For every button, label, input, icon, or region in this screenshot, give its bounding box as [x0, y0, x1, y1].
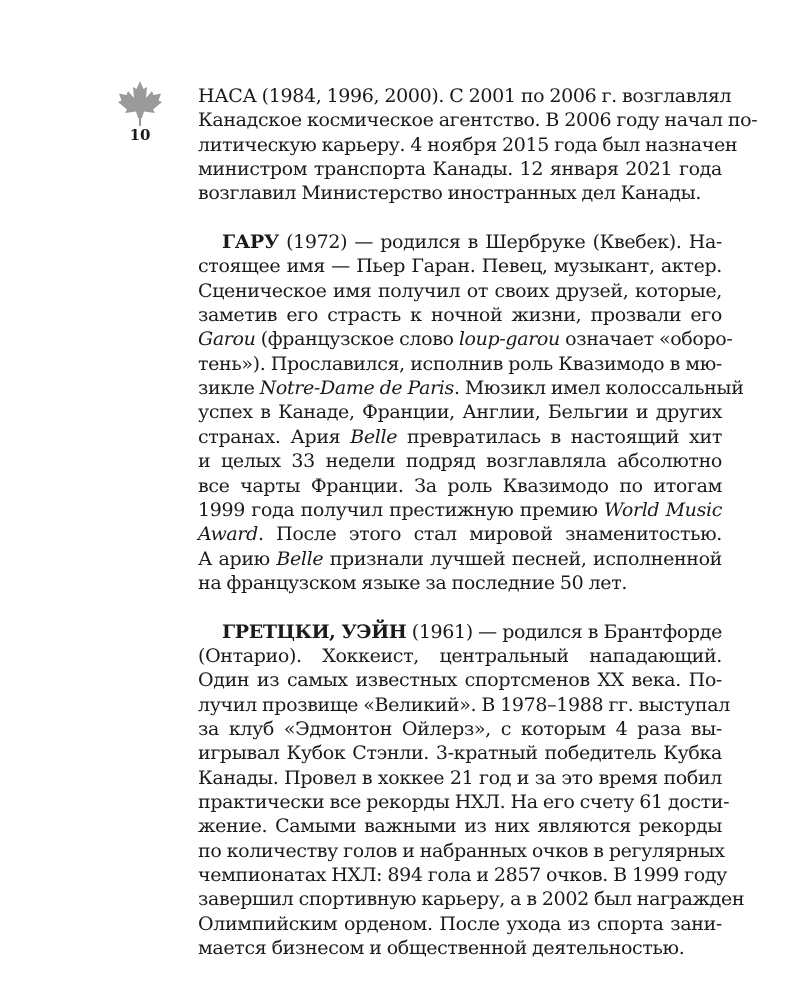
- text-run: мается бизнесом и общественной деятельностью.: [198, 937, 685, 960]
- text-column: [198, 84, 758, 960]
- text-line: [198, 912, 722, 936]
- paragraph: [198, 230, 744, 595]
- text-run: означает «оборо-: [559, 328, 733, 351]
- text-line: [198, 181, 722, 205]
- text-line: [198, 547, 722, 571]
- text-line: [198, 254, 722, 278]
- text-run: . Мюзикл имел колоссальный: [453, 377, 744, 400]
- text-run: министром транспорта Канады. 12 января 2021 года: [198, 158, 722, 181]
- text-line: [198, 449, 722, 473]
- text-run: возглавил Министерство иностранных дел Канады.: [198, 182, 702, 205]
- text-line: [198, 522, 722, 546]
- text-run: А арию: [198, 547, 277, 570]
- text-run: жение. Самыми важными из них являются рекорды: [198, 815, 722, 838]
- text-run: странах. Ария: [198, 425, 351, 448]
- text-run: (французское слово: [255, 328, 459, 351]
- italic-title: Award: [198, 523, 258, 546]
- text-run: признали лучшей песней, исполненной: [323, 547, 722, 570]
- maple-leaf-icon: [112, 80, 168, 132]
- text-line: [198, 887, 745, 911]
- italic-title: Belle: [350, 425, 398, 448]
- text-line: [198, 279, 722, 303]
- text-line: [198, 839, 725, 863]
- text-line: [198, 717, 722, 741]
- text-line: [198, 474, 722, 498]
- entry-heading: ГРЕТЦКИ, УЭЙН: [222, 620, 407, 643]
- text-line: [198, 814, 722, 838]
- paragraph-gap: [198, 595, 722, 619]
- text-run: превратилась в настоящий хит: [397, 425, 722, 448]
- text-run: (Онтарио). Хоккеист, центральный нападающий.: [198, 644, 722, 667]
- italic-title: World Music: [604, 498, 722, 521]
- page-number: 10: [129, 126, 151, 144]
- paragraph: [198, 84, 758, 206]
- text-run: Канады. Провел в хоккее 21 год и за это время побил: [198, 766, 722, 789]
- text-run: лучил прозвище «Великий». В 1978–1988 гг. выступал: [198, 693, 730, 716]
- text-line: [198, 157, 722, 181]
- entry-heading: ГАРУ: [222, 231, 279, 254]
- text-line: [198, 766, 722, 790]
- text-line: [198, 400, 722, 424]
- italic-title: Garou: [198, 328, 256, 351]
- text-line: [198, 352, 722, 376]
- text-line: [198, 376, 744, 400]
- text-run: 1999 года получил престижную премию: [198, 498, 604, 521]
- text-line: [198, 668, 722, 692]
- paragraph: [198, 620, 745, 961]
- text-run: завершил спортивную карьеру, а в 2002 был награжден: [198, 888, 745, 911]
- text-line: [198, 498, 722, 522]
- paragraph-gap: [198, 206, 722, 230]
- text-run: успех в Канаде, Франции, Англии, Бельгии и других: [198, 401, 722, 424]
- text-run: Олимпийским орденом. После ухода из спорта зани-: [198, 912, 722, 935]
- text-run: тень»). Прославился, исполнив роль Квазимодо в мю-: [198, 352, 722, 375]
- text-line: [198, 936, 722, 960]
- text-run: все чарты Франции. За роль Квазимодо по итогам: [198, 474, 722, 497]
- text-line: [198, 620, 722, 644]
- text-line: [198, 741, 722, 765]
- text-run: литическую карьеру. 4 ноября 2015 года был назначен: [198, 133, 738, 156]
- italic-title: loup-garou: [458, 328, 560, 351]
- text-run: (1972) — родился в Шербруке (Квебек). На-: [278, 231, 722, 254]
- text-run: по количеству голов и набранных очков в регулярных: [198, 839, 725, 862]
- text-run: практически все рекорды НХЛ. На его счету 61 дости-: [198, 790, 730, 813]
- text-line: [198, 425, 722, 449]
- text-line: [198, 571, 722, 595]
- text-line: [198, 133, 738, 157]
- text-line: [198, 84, 732, 108]
- italic-title: Notre-Dame de Paris: [259, 377, 454, 400]
- text-run: . После этого стал мировой знаменитостью.: [257, 523, 722, 546]
- italic-title: Belle: [276, 547, 324, 570]
- text-run: Канадское космическое агентство. В 2006 году начал по-: [198, 109, 758, 132]
- text-run: игрывал Кубок Стэнли. 3-кратный победитель Кубка: [198, 742, 722, 765]
- text-line: [198, 693, 730, 717]
- text-run: Сценическое имя получил от своих друзей, которые,: [198, 279, 722, 302]
- text-line: [198, 303, 722, 327]
- text-run: Один из самых известных спортсменов XX века. По-: [198, 669, 722, 692]
- text-run: заметив его страсть к ночной жизни, прозвали его: [198, 304, 722, 327]
- text-run: стоящее имя — Пьер Гаран. Певец, музыкант, актер.: [198, 255, 722, 278]
- text-line: [198, 327, 733, 351]
- text-run: чемпионатах НХЛ: 894 гола и 2857 очков. В 1999 году: [198, 864, 727, 886]
- text-run: НАСА (1984, 1996, 2000). С 2001 по 2006 г. возглавлял: [198, 85, 732, 107]
- text-line: [198, 108, 758, 132]
- text-line: [198, 644, 722, 668]
- text-run: (1961) — родился в Брантфорде: [406, 620, 722, 643]
- text-run: за клуб «Эдмонтон Ойлерз», с которым 4 раза вы-: [198, 717, 722, 740]
- text-run: зикле: [198, 377, 260, 400]
- text-line: [198, 790, 730, 814]
- text-run: и целых 33 недели подряд возглавляла абсолютно: [198, 450, 722, 473]
- text-line: [198, 230, 722, 254]
- text-line: [198, 863, 727, 887]
- text-run: на французском языке за последние 50 лет.: [198, 571, 628, 594]
